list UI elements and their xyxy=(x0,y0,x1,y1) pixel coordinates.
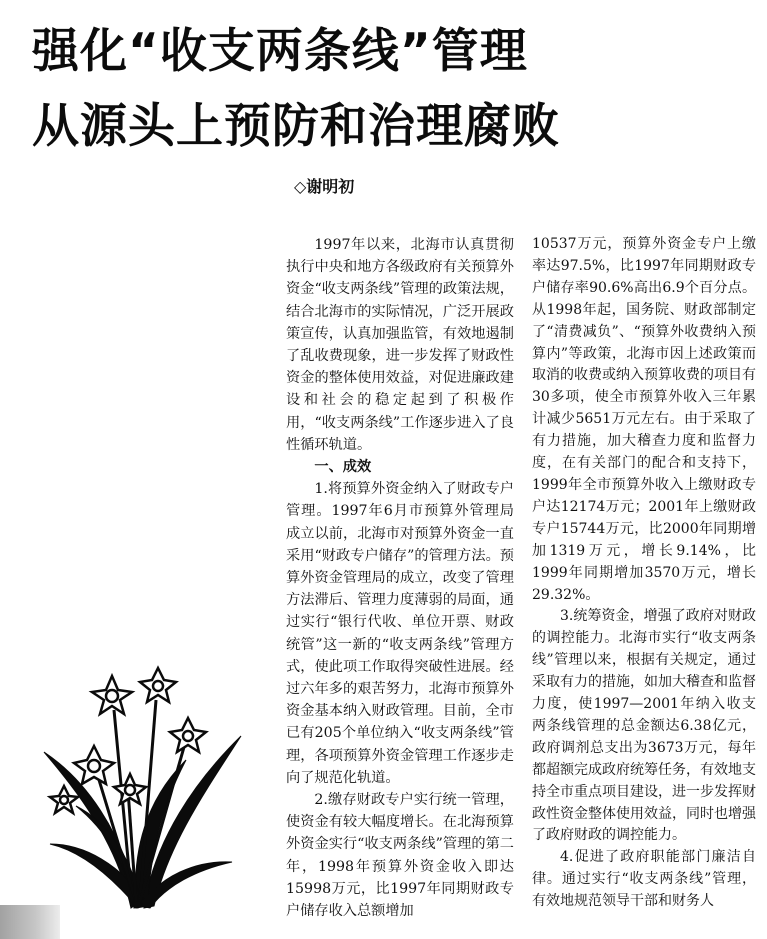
daffodil-illustration xyxy=(36,640,246,910)
paragraph-item-1: 1.将预算外资金纳入了财政专户管理。1997年6月市预算外管理局成立以前，北海市对预算外资金一直采用“财政专户储存”的管理方法。预算外资金管理局的成立，改变了管理方法滞后、管理力度薄弱的局面，通过实行“银行代收、单位开票、财政统管”这一新的“收支两条线”管理方式，使此项工作取得突破性进展。经过六年多的艰苦努力，北海市预算外资金基本纳入财政管理。目前，全市已有205个单位纳入“收支两条线”管理，各项预算外资金管理工作逐步走向了规范化轨道。 xyxy=(286,481,514,786)
article-title-line-1: 强化“收支两条线”管理 xyxy=(32,24,528,79)
article-title-line-2: 从源头上预防和治理腐败 xyxy=(32,99,560,154)
paragraph-item-2: 2.缴存财政专户实行统一管理，使资金有较大幅度增长。在北海预算外资金实行“收支两条线”管理的第二年，1998年预算外资金收入即达15998万元，比1997年同期财政专户储存收入总额增加 xyxy=(286,792,514,920)
intro-paragraph: 1997年以来，北海市认真贯彻执行中央和地方各级政府有关预算外资金“收支两条线”管理的政策法规，结合北海市的实际情况，广泛开展政策宣传，认真加强监管，有效地遏制了乱收费现象，进一步发挥了财政性资金的整体使用效益，对促进廉政建设和社会的稳定起到了积极作用，“收支两条线”工作逐步进入了良性循环轨道。 xyxy=(286,237,514,453)
section-heading-achievements: 一、成效 xyxy=(314,459,372,476)
scan-edge-shadow xyxy=(0,905,60,939)
paragraph-item-4: 4.促进了政府职能部门廉洁自律。通过实行“收支两条线”管理，有效地规范领导干部和财务人 xyxy=(532,849,756,910)
paragraph-item-2-continued: 10537万元，预算外资金专户上缴率达97.5%，比1997年同期财政专户储存率90.6%高出6.9个百分点。从1998年起，国务院、财政部制定了“清费减负”、“预算外收费纳入预算内”等政策，北海市因上述政策而取消的收费或纳入预算收费的项目有30多项，使全市预算外收入三年累计减少5651万元左右。由于采取了有力措施，加大稽查力度和监督力度，在有关部门的配合和支持下，1999年全市预算外收入上缴财政专户达12174万元；2001年上缴财政专户15744万元，比2000年同期增加1319万元，增长9.14%，比1999年同期增加3570万元，增长29.32%。 xyxy=(532,236,756,603)
author-byline: ◇谢明初 xyxy=(294,177,355,196)
paragraph-item-3: 3.统筹资金，增强了政府对财政的调控能力。北海市实行“收支两条线”管理以来，根据有关规定，通过采取有力的措施，如加大稽查和监督力度，使1997—2001年纳入收支两条线管理的总金额达6.38亿元，政府调剂总支出为3673万元，每年都超额完成政府统筹任务，有效地支持全市重点项目建设，进一步发挥财政性资金整体使用效益，同时也增强了政府财政的调控能力。 xyxy=(532,608,756,844)
article-column-left xyxy=(286,234,514,922)
article-column-right xyxy=(532,234,756,913)
